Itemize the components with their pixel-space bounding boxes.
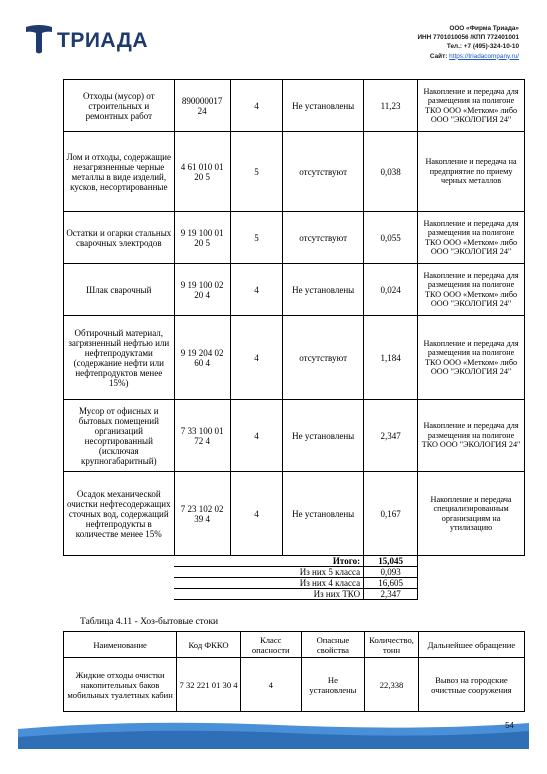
hazard-properties-cell: Не установлены: [283, 400, 364, 472]
page-number: 54: [505, 721, 514, 730]
quantity-cell: 2,347: [364, 400, 418, 472]
totals-row: [64, 589, 525, 600]
totals-spacer: [64, 578, 175, 589]
totals-label: Из них 5 класса: [174, 567, 364, 578]
fkko-code-cell: 9 19 100 02 20 4: [174, 264, 230, 316]
totals-row: [64, 578, 525, 589]
fkko-code-cell: 9 19 204 02 60 4: [174, 316, 230, 400]
destination-cell: Накопление и передача для размещения на полигоне ТКО ООО «Метком» либо ООО "ЭКОЛОГИЯ 24": [418, 212, 525, 264]
site-link[interactable]: https://triadacompany.ru/: [449, 52, 519, 60]
totals-spacer: [418, 556, 525, 567]
waste-name-cell: Остатки и огарки стальных сварочных электродов: [64, 212, 175, 264]
fkko-code-cell: 9 19 100 01 20 5: [174, 212, 230, 264]
logo-text: ТРИАДА: [57, 29, 148, 52]
household-hazard-cell: Не установлены: [301, 658, 365, 712]
household-name-cell: Жидкие отходы очистки накопительных баков мобильных туалетных кабин: [64, 658, 177, 712]
fkko-code-cell: 4 61 010 01 20 5: [174, 132, 230, 212]
totals-spacer: [64, 556, 175, 567]
hazard-properties-cell: Не установлены: [283, 264, 364, 316]
triada-logo-icon: [24, 24, 54, 56]
totals-row: [64, 567, 525, 578]
totals-value: 15,045: [364, 556, 418, 567]
column-header: Дальнейшее обращение: [418, 632, 524, 658]
totals-spacer: [418, 578, 525, 589]
table-row: [64, 80, 525, 132]
hazard-properties-cell: Не установлены: [283, 80, 364, 132]
totals-spacer: [418, 589, 525, 600]
waste-name-cell: Мусор от офисных и бытовых помещений организаций несортированный (исключая крупногабаритный): [64, 400, 175, 472]
company-logo: [24, 24, 164, 56]
hazard-properties-cell: отсутствуют: [283, 132, 364, 212]
fkko-code-cell: 7 33 100 01 72 4: [174, 400, 230, 472]
hazard-class-cell: 4: [230, 80, 283, 132]
company-site: [417, 52, 519, 61]
fkko-code-cell: 7 23 102 02 39 4: [174, 472, 230, 556]
household-table: [63, 631, 525, 712]
waste-name-cell: Лом и отходы, содержащие незагрязненные черные металлы в виде изделий, кусков, несортированные: [64, 132, 175, 212]
totals-row: [64, 556, 525, 567]
totals-spacer: [64, 567, 175, 578]
totals-spacer: [418, 567, 525, 578]
hazard-class-cell: 4: [230, 400, 283, 472]
hazard-class-cell: 4: [230, 264, 283, 316]
table-row: [64, 658, 525, 712]
destination-cell: Накопление и передача для размещения на полигоне ТКО ООО «Метком» либо ООО "ЭКОЛОГИЯ 24": [418, 80, 525, 132]
site-label: Сайт:: [429, 52, 448, 60]
hazard-class-cell: 5: [230, 132, 283, 212]
hazard-class-cell: 4: [230, 472, 283, 556]
table-caption: Таблица 4.11 - Хоз-бытовые стоки: [80, 617, 219, 627]
waste-name-cell: Отходы (мусор) от строительных и ремонтных работ: [64, 80, 175, 132]
waste-name-cell: Обтирочный материал, загрязненный нефтью или нефтепродуктами (содержание нефти или нефтепродуктов менее 15%): [64, 316, 175, 400]
household-code-cell: 7 32 221 01 30 4: [177, 658, 241, 712]
column-header: Код ФККО: [177, 632, 241, 658]
column-header: Количество, тонн: [365, 632, 419, 658]
waste-table: [63, 79, 525, 600]
hazard-properties-cell: Не установлены: [283, 472, 364, 556]
table-row: [64, 400, 525, 472]
destination-cell: Накопление и передача специализированным организациям на утилизацию: [418, 472, 525, 556]
quantity-cell: 0,167: [364, 472, 418, 556]
fkko-code-cell: 890000017 24: [174, 80, 230, 132]
inn-kpp: ИНН 7701010056 /КПП 772401001: [417, 34, 519, 42]
column-header: Опасные свойства: [301, 632, 365, 658]
column-header: Наименование: [64, 632, 177, 658]
header-row: [64, 632, 525, 658]
company-phone: Тел.: +7 (495)-324-10-10: [446, 43, 519, 51]
totals-spacer: [64, 589, 175, 600]
destination-cell: Накопление и передача для размещения на полигоне ТКО ООО «Метком» либо ООО "ЭКОЛОГИЯ 24": [418, 316, 525, 400]
destination-cell: Накопление и передача для размещения на полигоне ТКО ООО "ЭКОЛОГИЯ 24": [418, 400, 525, 472]
household-class-cell: 4: [240, 658, 301, 712]
household-qty-cell: 22,338: [365, 658, 419, 712]
quantity-cell: 1,184: [364, 316, 418, 400]
totals-label: Итого:: [174, 556, 364, 567]
totals-value: 2,347: [364, 589, 418, 600]
table-row: [64, 212, 525, 264]
household-destination-cell: Вывоз на городские очистные сооружения: [418, 658, 524, 712]
quantity-cell: 0,024: [364, 264, 418, 316]
destination-cell: Накопление и передача для размещения на полигоне ТКО ООО «Метком» либо ООО "ЭКОЛОГИЯ 24": [418, 264, 525, 316]
company-name: ООО «Фирма Триада»: [449, 25, 519, 32]
hazard-class-cell: 5: [230, 212, 283, 264]
waste-name-cell: Осадок механической очистки нефтесодержащих сточных вод, содержащий нефтепродукты в количестве менее 15%: [64, 472, 175, 556]
waste-name-cell: Шлак сварочный: [64, 264, 175, 316]
destination-cell: Накопление и передача на предприятие по приему черных металлов: [418, 132, 525, 212]
table-row: [64, 132, 525, 212]
quantity-cell: 0,038: [364, 132, 418, 212]
table-row: [64, 316, 525, 400]
table-row: [64, 472, 525, 556]
quantity-cell: 0,055: [364, 212, 418, 264]
totals-value: 16,605: [364, 578, 418, 589]
column-header: Класс опасности: [240, 632, 301, 658]
quantity-cell: 11,23: [364, 80, 418, 132]
totals-label: Из них ТКО: [174, 589, 364, 600]
totals-label: Из них 4 класса: [174, 578, 364, 589]
table-row: [64, 264, 525, 316]
totals-value: 0,093: [364, 567, 418, 578]
company-info: [417, 24, 519, 61]
hazard-properties-cell: отсутствуют: [283, 316, 364, 400]
footer-wave: [18, 717, 529, 749]
hazard-properties-cell: отсутствуют: [283, 212, 364, 264]
hazard-class-cell: 4: [230, 316, 283, 400]
